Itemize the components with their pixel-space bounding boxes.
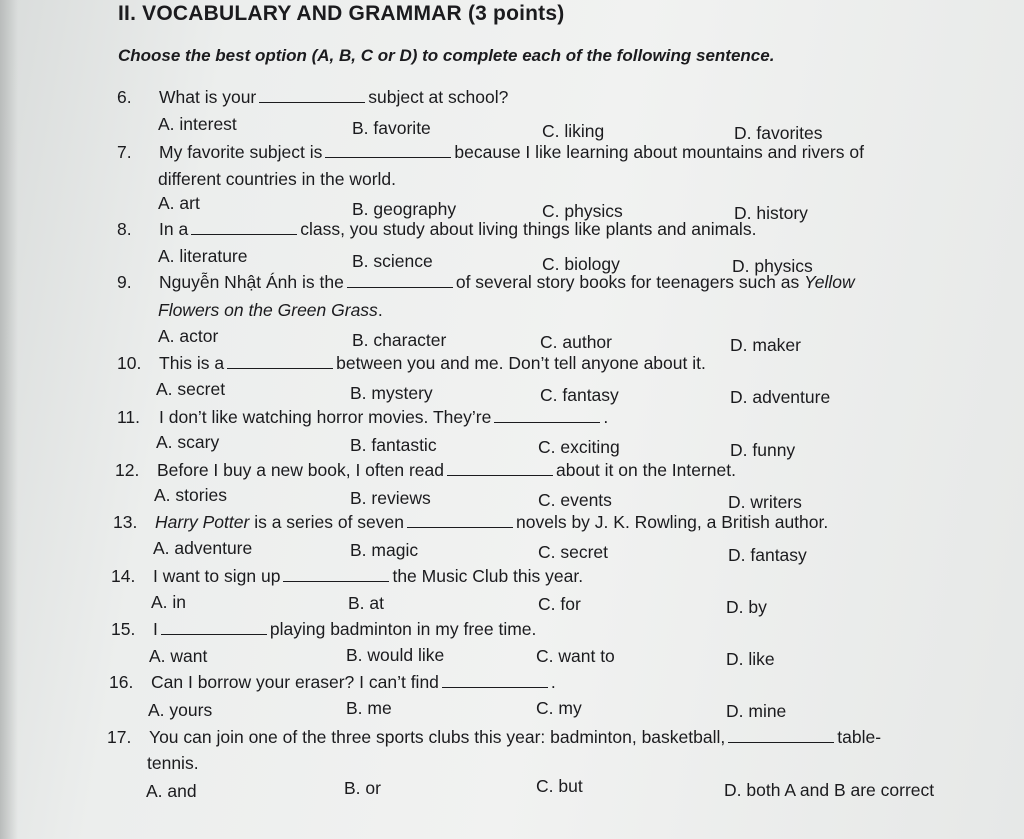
option-a: A. interest bbox=[158, 114, 237, 134]
question-text: because I like learning about mountains and rivers of bbox=[454, 142, 864, 162]
answer-blank bbox=[494, 420, 600, 423]
question-text: between you and me. Don’t tell anyone about it. bbox=[336, 353, 706, 373]
question-6 bbox=[117, 87, 508, 108]
question-16 bbox=[109, 672, 556, 693]
answer-blank bbox=[191, 232, 297, 235]
answer-blank bbox=[161, 632, 267, 635]
question-number: 14. bbox=[111, 566, 136, 586]
instructions: Choose the best option (A, B, C or D) to complete each of the following sentence. bbox=[118, 46, 775, 65]
option-a: A. want bbox=[149, 646, 208, 666]
option-d: D. favorites bbox=[734, 123, 823, 143]
question-number: 9. bbox=[117, 272, 132, 292]
question-number: 15. bbox=[111, 619, 136, 639]
option-c: C. liking bbox=[542, 121, 605, 141]
option-a: A. in bbox=[151, 592, 187, 612]
option-b: B. geography bbox=[352, 199, 457, 219]
question-number: 11. bbox=[117, 407, 141, 427]
question-text: . bbox=[550, 672, 556, 692]
question-14 bbox=[111, 566, 583, 587]
option-b: B. mystery bbox=[350, 383, 433, 403]
question-7 bbox=[117, 142, 864, 163]
option-b: B. character bbox=[352, 330, 447, 350]
question-number: 6. bbox=[117, 87, 132, 107]
option-a: A. actor bbox=[158, 326, 219, 346]
book-title: Flowers on the Green Grass bbox=[158, 300, 378, 320]
option-d: D. maker bbox=[730, 335, 801, 355]
option-c: C. biology bbox=[542, 254, 620, 274]
question-number: 10. bbox=[117, 353, 142, 373]
question-12 bbox=[115, 460, 736, 481]
option-a: A. literature bbox=[158, 246, 248, 266]
answer-blank bbox=[728, 740, 834, 743]
question-number: 7. bbox=[117, 142, 132, 162]
option-d: D. writers bbox=[728, 492, 802, 512]
question-17 bbox=[107, 727, 881, 748]
question-number: 13. bbox=[113, 512, 138, 532]
answer-blank bbox=[227, 366, 333, 369]
option-c: C. but bbox=[536, 776, 583, 796]
option-a: A. adventure bbox=[153, 538, 253, 558]
question-text: the Music Club this year. bbox=[392, 566, 584, 586]
question-continuation: Flowers on the Green Grass. bbox=[158, 300, 383, 320]
option-c: C. my bbox=[536, 698, 582, 718]
question-text: class, you study about living things like plants and animals. bbox=[300, 219, 757, 239]
option-c: C. exciting bbox=[538, 437, 620, 457]
question-9 bbox=[117, 272, 855, 293]
answer-blank bbox=[325, 155, 451, 158]
question-continuation: different countries in the world. bbox=[158, 169, 397, 189]
option-c: C. fantasy bbox=[540, 385, 619, 405]
question-continuation: tennis. bbox=[147, 753, 199, 773]
question-number: 17. bbox=[107, 727, 132, 747]
answer-blank bbox=[283, 579, 389, 582]
question-text: about it on the Internet. bbox=[556, 460, 736, 480]
answer-blank bbox=[407, 525, 513, 528]
option-d: D. mine bbox=[726, 701, 787, 721]
book-title: Yellow bbox=[804, 272, 855, 292]
question-text: What is your bbox=[159, 87, 257, 107]
question-text: Can I borrow your eraser? I can’t find bbox=[151, 672, 439, 692]
section-title: II. VOCABULARY AND GRAMMAR (3 points) bbox=[118, 2, 565, 25]
question-text: novels by J. K. Rowling, a British author. bbox=[516, 512, 829, 532]
option-c: C. want to bbox=[536, 646, 615, 666]
question-text: This is a bbox=[159, 353, 225, 373]
option-b: B. would like bbox=[346, 645, 445, 665]
answer-blank bbox=[259, 100, 365, 103]
option-b: B. science bbox=[352, 251, 433, 271]
question-text: . bbox=[603, 407, 609, 427]
option-a: A. and bbox=[146, 781, 197, 801]
question-text: My favorite subject is bbox=[159, 142, 323, 162]
option-d: D. by bbox=[726, 597, 767, 617]
question-number: 12. bbox=[115, 460, 140, 480]
question-text: is a series of seven bbox=[254, 512, 404, 532]
question-number: 8. bbox=[117, 219, 132, 239]
option-c: C. author bbox=[540, 332, 612, 352]
option-d: D. funny bbox=[730, 440, 796, 460]
answer-blank bbox=[442, 685, 548, 688]
option-b: B. magic bbox=[350, 540, 419, 560]
option-b: B. at bbox=[348, 593, 384, 613]
question-text: I want to sign up bbox=[153, 566, 281, 586]
question-text: of several story books for teenagers such as bbox=[455, 272, 800, 292]
option-a: A. yours bbox=[148, 700, 213, 720]
option-c: C. secret bbox=[538, 542, 609, 562]
answer-blank bbox=[447, 473, 553, 476]
question-11 bbox=[117, 407, 608, 428]
option-c: C. for bbox=[538, 594, 581, 614]
option-a: A. art bbox=[158, 193, 200, 213]
option-c: C. physics bbox=[542, 201, 623, 221]
question-text: I bbox=[153, 619, 158, 639]
question-text: table- bbox=[837, 727, 882, 747]
option-b: B. favorite bbox=[352, 118, 431, 138]
option-d: D. history bbox=[734, 203, 808, 223]
book-title: Harry Potter bbox=[155, 512, 250, 532]
question-10 bbox=[117, 353, 706, 374]
option-d: D. physics bbox=[732, 256, 813, 276]
option-c: C. events bbox=[538, 490, 612, 510]
question-text: Before I buy a new book, I often read bbox=[157, 460, 444, 480]
question-text: subject at school? bbox=[368, 87, 509, 107]
question-13 bbox=[113, 512, 828, 533]
option-d: D. fantasy bbox=[728, 545, 807, 565]
question-text: playing badminton in my free time. bbox=[269, 619, 537, 639]
option-b: B. or bbox=[344, 778, 381, 798]
option-b: B. me bbox=[346, 698, 392, 718]
option-d: D. both A and B are correct bbox=[724, 780, 935, 800]
option-d: D. like bbox=[726, 649, 775, 669]
option-d: D. adventure bbox=[730, 387, 831, 407]
question-15 bbox=[111, 619, 536, 640]
question-text: Nguyễn Nhật Ánh is the bbox=[159, 272, 344, 292]
question-text: In a bbox=[159, 219, 189, 239]
question-text: You can join one of the three sports clubs this year: badminton, basketball, bbox=[149, 727, 726, 747]
option-b: B. reviews bbox=[350, 488, 431, 508]
option-a: A. secret bbox=[156, 379, 226, 399]
question-text: I don’t like watching horror movies. They’re bbox=[159, 407, 492, 427]
option-a: A. scary bbox=[156, 432, 220, 452]
option-b: B. fantastic bbox=[350, 435, 437, 455]
question-number: 16. bbox=[109, 672, 134, 692]
option-a: A. stories bbox=[154, 485, 227, 505]
answer-blank bbox=[347, 285, 453, 288]
question-8 bbox=[117, 219, 756, 240]
